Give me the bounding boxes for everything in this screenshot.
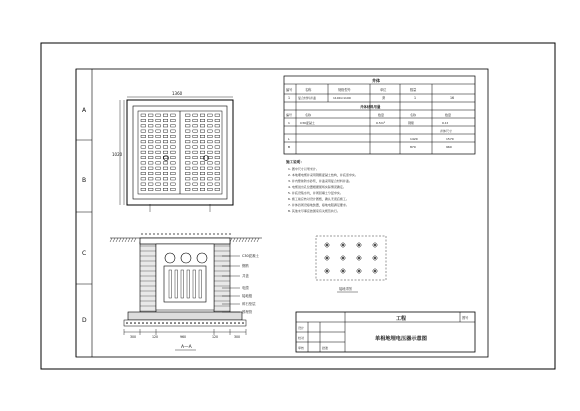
grate-slot <box>141 146 146 148</box>
gravel-dot <box>154 322 156 324</box>
gravel-dot <box>214 322 216 324</box>
grate-slot <box>171 114 176 116</box>
ground-hatch-line <box>233 238 235 242</box>
grate-slot <box>208 162 213 164</box>
grounding-detail <box>316 236 386 292</box>
grate-slot <box>156 178 161 180</box>
transformer-body <box>164 266 206 302</box>
grate-slot <box>200 130 205 132</box>
zone-label-d: D <box>82 317 87 324</box>
soil-grain <box>141 233 143 235</box>
mt-header-0: 编号 <box>286 88 293 92</box>
ground-hatch-line <box>128 238 130 242</box>
grate-slot <box>171 130 176 132</box>
grate-slot <box>163 114 168 116</box>
ground-hatch-line <box>125 238 127 242</box>
plan-dim-side: 1020 <box>112 152 123 157</box>
grate-slot <box>171 167 176 169</box>
grate-slot <box>200 172 205 174</box>
ground-hatch-line <box>134 238 136 242</box>
grate-slot <box>185 167 190 169</box>
grate-slot <box>185 156 190 158</box>
soil-grain <box>205 233 207 235</box>
mt-header-4: 数量 <box>410 88 417 92</box>
soil-grain <box>213 233 215 235</box>
construction-notes <box>286 159 358 213</box>
grate-slot <box>171 135 176 137</box>
grate-slot <box>215 151 220 153</box>
section-dim-label: 300 <box>234 335 241 339</box>
grate-slot <box>163 125 168 127</box>
soil-grain <box>161 233 163 235</box>
grate-slot <box>208 146 213 148</box>
notes-line: 6. 施工前应核对设计图纸，确认无误后施工。 <box>288 197 349 201</box>
soil-grain <box>189 233 191 235</box>
grate-slot <box>156 156 161 158</box>
mt-sub-r0: 1 <box>288 121 290 125</box>
mt-row-0: 1 <box>288 96 291 100</box>
grate-slot <box>163 130 168 132</box>
grate-slot <box>200 114 205 116</box>
grate-slot <box>208 135 213 137</box>
grate-slot <box>141 114 146 116</box>
section-label: 钢筋 <box>242 264 249 269</box>
ground-hatch-line <box>122 238 124 242</box>
grate-slot <box>148 146 153 148</box>
ground-hatch-line <box>254 238 256 242</box>
gravel-dot <box>186 322 188 324</box>
grate-slot <box>171 172 176 174</box>
grate-slot <box>200 141 205 143</box>
grate-slot <box>171 162 176 164</box>
grate-slot <box>185 183 190 185</box>
material-table <box>284 76 475 154</box>
grate-slot <box>193 119 198 121</box>
section-label: 井盖 <box>242 274 249 279</box>
mt-row-5: 16 <box>450 96 455 100</box>
grate-slot <box>171 125 176 127</box>
soil-grain <box>229 233 231 235</box>
grate-slot <box>208 178 213 180</box>
grate-slot <box>193 146 198 148</box>
grate-slot <box>148 130 153 132</box>
grate-slot <box>200 188 205 190</box>
corner-label: 图号 <box>462 316 469 320</box>
mt-sub-h4: 数量 <box>445 113 452 117</box>
grate-slot <box>156 125 161 127</box>
soil-grain <box>221 233 223 235</box>
mt-dims-row-0-2: 1570 <box>446 137 454 141</box>
cover-slab <box>140 238 230 244</box>
grate-slot <box>156 135 161 137</box>
grate-slot <box>200 178 205 180</box>
soil-grain <box>193 233 195 235</box>
mt-dims-row-1-0: B <box>288 145 291 149</box>
notes-line: 5. 井底设集水坑，井周回填土分层夯实。 <box>288 191 343 195</box>
grate-slot <box>163 172 168 174</box>
section-label: 碎石垫层 <box>242 302 256 307</box>
grate-slot <box>171 151 176 153</box>
grate-slot <box>148 178 153 180</box>
section-dim-label: 960 <box>180 335 187 339</box>
grate-slot <box>200 146 205 148</box>
grate-slot <box>148 172 153 174</box>
base-slab <box>128 312 242 320</box>
plan-dim-top: 1360 <box>172 91 183 96</box>
ground-hatch-line <box>119 238 121 242</box>
section-view <box>110 233 262 350</box>
gravel-dot <box>126 322 128 324</box>
grate-slot <box>141 178 146 180</box>
right-wall <box>214 242 230 312</box>
mt-sub-r1: C30混凝土 <box>300 121 315 125</box>
grate-slot <box>171 183 176 185</box>
grate-slot <box>156 183 161 185</box>
grate-slot <box>215 183 220 185</box>
grate-slot <box>208 125 213 127</box>
gravel-dot <box>198 322 200 324</box>
section-dim-label: 120 <box>152 335 159 339</box>
gravel-dot <box>190 322 192 324</box>
grate-slot <box>148 162 153 164</box>
grate-slot <box>193 183 198 185</box>
grate-slot <box>171 141 176 143</box>
notes-line: 1. 图中尺寸以毫米计。 <box>288 167 319 171</box>
ground-hatch-line <box>110 238 112 242</box>
grate-slot <box>208 172 213 174</box>
soil-grain <box>225 233 227 235</box>
grate-slot <box>148 188 153 190</box>
sign-row-1: 校对 <box>298 336 305 340</box>
grate-slot <box>163 119 168 121</box>
gravel-dot <box>202 322 204 324</box>
grate-slot <box>148 167 153 169</box>
gravel-dot <box>206 322 208 324</box>
notes-line: 7. 井体四周设接地装置，接地电阻满足要求。 <box>288 203 349 207</box>
grate-slot <box>171 156 176 158</box>
grate-slot <box>208 114 213 116</box>
project-name: 工程 <box>396 316 407 322</box>
grate-slot <box>208 183 213 185</box>
grate-slot <box>200 151 205 153</box>
grate-slot <box>185 146 190 148</box>
notes-line: 3. 井内壁抹防水砂浆，井盖采用复合材料井盖。 <box>288 179 352 183</box>
soil-grain <box>217 233 219 235</box>
gravel-dot <box>158 322 160 324</box>
grate-slot <box>171 146 176 148</box>
grate-slot <box>193 188 198 190</box>
grate-slot <box>215 178 220 180</box>
mt-sub-h1: 名称 <box>305 113 312 117</box>
grate-slot <box>141 172 146 174</box>
grate-slot <box>156 162 161 164</box>
grate-slot <box>163 146 168 148</box>
grate-slot <box>193 172 198 174</box>
grate-slot <box>193 130 198 132</box>
ground-hatch-line <box>131 238 133 242</box>
grate-slot <box>200 125 205 127</box>
mt-dims-row-0-0: L <box>288 137 290 141</box>
grate-slot <box>185 135 190 137</box>
grate-slot <box>141 130 146 132</box>
drawing-title: 单相地埋电压器示意图 <box>375 336 427 342</box>
title-block <box>296 312 475 352</box>
gravel-dot <box>134 322 136 324</box>
grate-slot <box>185 178 190 180</box>
mt-dims-row-1-2: 960 <box>446 145 452 149</box>
soil-grain <box>169 233 171 235</box>
gravel-dot <box>146 322 148 324</box>
grate-slot <box>193 125 198 127</box>
grate-slot <box>163 183 168 185</box>
mt-dims-title: 井体尺寸 <box>440 129 453 133</box>
mt-header-2: 规格型号 <box>338 88 351 92</box>
grate-slot <box>215 156 220 158</box>
grate-slot <box>215 114 220 116</box>
grate-slot <box>185 162 190 164</box>
grate-slot <box>171 119 176 121</box>
section-caption: A—A <box>181 345 192 350</box>
gravel-dot <box>194 322 196 324</box>
detail-caption: 接地详图 <box>339 287 352 291</box>
section-label: 预埋管 <box>242 310 253 315</box>
grate-slot <box>215 188 220 190</box>
grate-slot <box>185 141 190 143</box>
grate-slot <box>215 119 220 121</box>
grate-slot <box>208 119 213 121</box>
ground-hatch-line <box>239 238 241 242</box>
grate-slot <box>141 183 146 185</box>
sign-row-2: 审核 <box>298 346 305 350</box>
mt-sub-title: 井体材料用量 <box>360 105 381 109</box>
grate-slot <box>215 141 220 143</box>
grate-slot <box>215 167 220 169</box>
gravel-dot <box>222 322 224 324</box>
grate-slot <box>208 151 213 153</box>
section-label: 接地极 <box>242 294 253 299</box>
grate-slot <box>200 119 205 121</box>
plan-view <box>112 91 233 212</box>
grate-slot <box>156 141 161 143</box>
mt-sub-h2: 数量 <box>378 113 385 117</box>
section-dim-label: 120 <box>212 335 219 339</box>
soil-grain <box>201 233 203 235</box>
grate-slot <box>185 119 190 121</box>
mt-sub-h0: 编号 <box>286 113 293 117</box>
soil-grain <box>209 233 211 235</box>
gravel-dot <box>182 322 184 324</box>
ground-hatch-line <box>236 238 238 242</box>
mt-row-3: 套 <box>382 96 386 100</box>
grate-slot <box>148 141 153 143</box>
grate-slot <box>141 151 146 153</box>
grate-slot <box>148 151 153 153</box>
grate-slot <box>193 135 198 137</box>
ground-hatch-line <box>248 238 250 242</box>
grate-slot <box>200 167 205 169</box>
grate-slot <box>185 151 190 153</box>
gravel-dot <box>238 322 240 324</box>
grate-slot <box>200 135 205 137</box>
grate-slot <box>163 167 168 169</box>
soil-grain <box>145 233 147 235</box>
section-label: 电缆 <box>242 286 249 291</box>
notes-line: 2. 本地埋电缆井采用钢筋混凝土结构，井底需夯实。 <box>288 173 358 177</box>
grate-slot <box>148 119 153 121</box>
soil-grain <box>153 233 155 235</box>
gravel-dot <box>174 322 176 324</box>
grate-slot <box>163 178 168 180</box>
soil-grain <box>149 233 151 235</box>
gravel-dot <box>234 322 236 324</box>
grate-slot <box>141 141 146 143</box>
gravel-dot <box>178 322 180 324</box>
soil-grain <box>165 233 167 235</box>
gravel-dot <box>230 322 232 324</box>
mt-dims-row-0-1: 1420 <box>410 137 418 141</box>
gravel-dot <box>218 322 220 324</box>
gravel-dot <box>242 322 244 324</box>
gravel-dot <box>142 322 144 324</box>
grate-slot <box>148 125 153 127</box>
grate-slot <box>163 162 168 164</box>
gravel-dot <box>138 322 140 324</box>
gravel-dot <box>170 322 172 324</box>
mt-sub-r4: 0.1t <box>442 121 448 125</box>
grate-slot <box>163 141 168 143</box>
grate-slot <box>215 125 220 127</box>
mt-header-1: 名称 <box>305 88 312 92</box>
soil-grain <box>157 233 159 235</box>
grate-slot <box>185 114 190 116</box>
zone-label-c: C <box>82 250 87 257</box>
grate-slot <box>185 188 190 190</box>
soil-grain <box>185 233 187 235</box>
grate-slot <box>163 151 168 153</box>
grate-slot <box>156 151 161 153</box>
ground-hatch-line <box>257 238 259 242</box>
grate-slot <box>141 135 146 137</box>
mt-row-1: 复合材料井盖 <box>298 96 317 100</box>
grate-slot <box>215 130 220 132</box>
grate-slot <box>208 141 213 143</box>
grate-slot <box>185 130 190 132</box>
mt-row-4: 1 <box>414 96 417 100</box>
zone-label-b: B <box>82 177 87 184</box>
grate-slot <box>141 156 146 158</box>
soil-grain <box>181 233 183 235</box>
zone-label-a: A <box>82 107 87 114</box>
section-label: C30混凝土 <box>242 254 259 259</box>
section-dim-label: 300 <box>130 335 137 339</box>
mt-sub-h3: 名称 <box>410 113 417 117</box>
soil-grain <box>177 233 179 235</box>
mt-sub-r2: 0.5m³ <box>376 121 385 125</box>
sign-row-0: 设计 <box>298 326 305 330</box>
soil-grain <box>173 233 175 235</box>
grate-slot <box>193 167 198 169</box>
grate-slot <box>215 135 220 137</box>
grate-slot <box>215 146 220 148</box>
grate-slot <box>156 114 161 116</box>
grate-slot <box>163 188 168 190</box>
mt-dims-row-1-1: 870 <box>410 145 416 149</box>
grate-slot <box>193 162 198 164</box>
gravel-dot <box>166 322 168 324</box>
grate-slot <box>208 167 213 169</box>
grate-slot <box>208 188 213 190</box>
grate-slot <box>163 135 168 137</box>
notes-title: 施工说明： <box>286 160 304 164</box>
grate-slot <box>148 114 153 116</box>
ground-hatch-line <box>116 238 118 242</box>
ground-hatch-line <box>245 238 247 242</box>
gravel-dot <box>210 322 212 324</box>
grate-slot <box>156 146 161 148</box>
grate-slot <box>171 178 176 180</box>
grate-slot <box>141 119 146 121</box>
grate-slot <box>156 130 161 132</box>
gravel-dot <box>162 322 164 324</box>
ground-hatch-line <box>242 238 244 242</box>
grate-slot <box>171 188 176 190</box>
grate-slot <box>148 183 153 185</box>
grate-slot <box>185 125 190 127</box>
grate-slot <box>141 162 146 164</box>
grate-slot <box>215 172 220 174</box>
grate-slot <box>208 130 213 132</box>
grate-slot <box>193 156 198 158</box>
mt-header-3: 单位 <box>380 88 387 92</box>
mt-row-2: 1100×1100 <box>333 96 351 100</box>
grate-slot <box>141 125 146 127</box>
sign-row-3: 批准 <box>322 346 329 350</box>
material-table-title: 井体 <box>372 78 380 83</box>
grate-slot <box>185 172 190 174</box>
grate-slot <box>193 114 198 116</box>
grate-slot <box>148 135 153 137</box>
gravel-dot <box>130 322 132 324</box>
grate-slot <box>200 183 205 185</box>
gravel-dot <box>226 322 228 324</box>
grate-slot <box>156 119 161 121</box>
left-wall <box>140 242 156 312</box>
mt-sub-r3: 钢筋 <box>408 121 415 125</box>
grate-slot <box>141 167 146 169</box>
ground-hatch-line <box>251 238 253 242</box>
grate-slot <box>156 188 161 190</box>
grate-slot <box>156 167 161 169</box>
grate-slot <box>193 151 198 153</box>
grate-slot <box>141 188 146 190</box>
notes-line: 8. 其他未尽事宜按国家有关规范执行。 <box>288 209 340 213</box>
grate-slot <box>193 178 198 180</box>
notes-line: 4. 电缆进出孔位置根据现场实际情况确定。 <box>288 185 346 189</box>
grate-slot <box>200 162 205 164</box>
grate-slot <box>215 162 220 164</box>
gravel-dot <box>150 322 152 324</box>
grate-slot <box>148 156 153 158</box>
grate-slot <box>193 141 198 143</box>
soil-grain <box>197 233 199 235</box>
ground-hatch-line <box>113 238 115 242</box>
grate-slot <box>156 172 161 174</box>
